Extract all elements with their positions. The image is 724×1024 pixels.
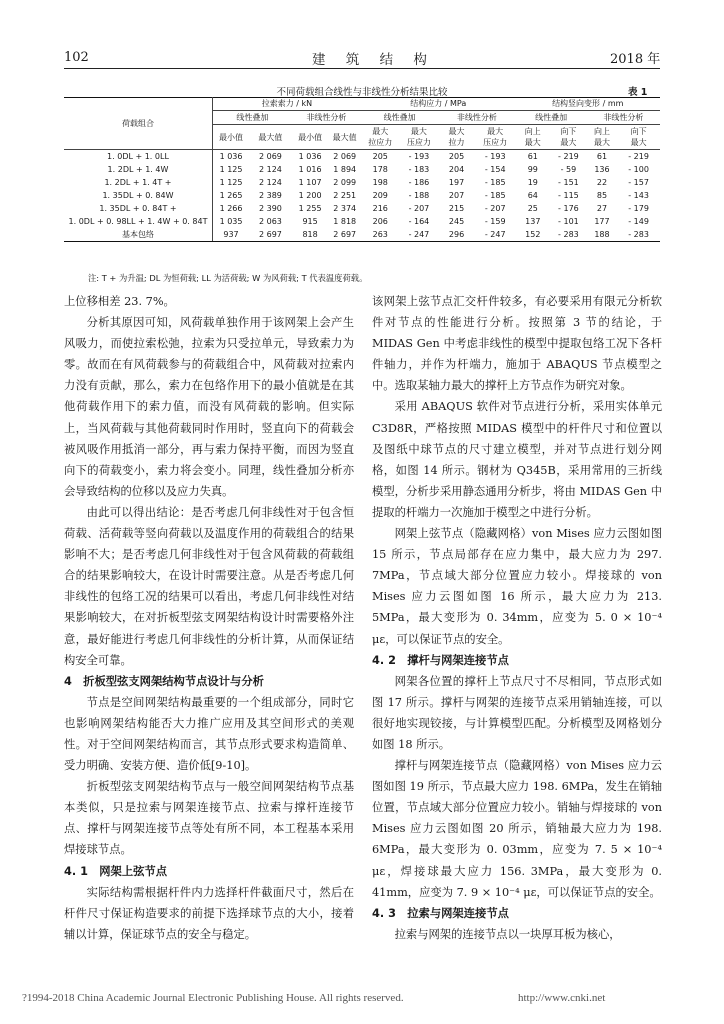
table-cell: 1 818 — [333, 217, 357, 226]
table-cell: 136 — [594, 165, 610, 174]
column-header: 向下 最大 — [550, 125, 587, 150]
section-heading: 4 折板型弦支网架结构节点设计与分析 — [64, 674, 264, 688]
table-cell: 204 — [448, 165, 465, 174]
paragraph: 撑杆与网架连接节点（隐藏网格）von Mises 应力云图如图 19 所示，节点最大应力 198. 6MPa，发生在销轴位置，节点域大部分位置应力较小。销轴与焊接球的 von Mises 应力云图如图 20 所示，销轴最大应力为 198. 6MPa，最大变形为 0. 03mm，应变为 7. 5 × 10⁻⁴ με，焊接球最大应力 156. 3MPa，最大变形为 0. 41mm，应变为 7. 9 × 10⁻⁴ με，可以保证节点的安全。 — [372, 759, 662, 899]
column-header: 最大 拉应力 — [361, 125, 400, 150]
table-cell: - 219 — [558, 152, 579, 161]
table-cell: 205 — [448, 152, 465, 161]
table-cell: 1 016 — [298, 165, 322, 174]
table-cell: - 176 — [558, 204, 579, 213]
table-cell: 99 — [527, 165, 538, 174]
table-cell: 2 389 — [258, 191, 282, 200]
table-cell: 245 — [448, 217, 465, 226]
table-cell: 2 124 — [258, 178, 282, 187]
table-row — [64, 189, 660, 202]
column-header: 最大值 — [328, 125, 361, 150]
table-cell: 205 — [372, 152, 388, 161]
table-cell: - 157 — [628, 178, 649, 187]
subgroup-header: 非线性分析 — [438, 111, 515, 125]
table-cell: 1 266 — [219, 204, 243, 213]
column-header: 最小值 — [292, 125, 329, 150]
results-table — [64, 97, 660, 242]
table-cell: 2 063 — [258, 217, 282, 226]
table-cell: 2 697 — [328, 228, 361, 242]
table-cell: - 101 — [558, 217, 579, 226]
table-cell: 209 — [372, 191, 388, 200]
table-cell: 2 251 — [333, 191, 357, 200]
table-cell: 27 — [596, 204, 608, 213]
section-heading: 4. 3 拉索与网架连接节点 — [372, 906, 509, 920]
row-label: 1. 2DL + 1. 4T + — [64, 176, 212, 189]
table-cell: 1 200 — [298, 191, 322, 200]
table-cell: 2 099 — [333, 178, 357, 187]
section-heading: 4. 1 网架上弦节点 — [64, 864, 168, 878]
table-cell: - 115 — [558, 191, 579, 200]
column-header: 向上 最大 — [587, 125, 618, 150]
table-cell: 2 069 — [258, 152, 282, 161]
table-cell: - 207 — [484, 204, 506, 213]
table-cell: 263 — [361, 228, 400, 242]
table-cell: 1 125 — [219, 165, 243, 174]
table-cell: 915 — [302, 217, 318, 226]
table-cell: - 154 — [484, 165, 506, 174]
table-row — [64, 150, 660, 164]
column-header: 最大 拉力 — [438, 125, 475, 150]
group-header: 结构竖向变形 / mm — [516, 98, 660, 111]
table-cell: 1 894 — [333, 165, 357, 174]
table-cell: - 193 — [408, 152, 430, 161]
left-column — [64, 291, 354, 945]
table-row — [64, 215, 660, 228]
table-cell: - 185 — [484, 191, 506, 200]
table-cell: 2 374 — [333, 204, 357, 213]
row-label: 1. 2DL + 1. 4W — [64, 163, 212, 176]
row-label: 1. 35DL + 0. 84W — [64, 189, 212, 202]
table-cell: - 159 — [484, 217, 506, 226]
paragraph: 节点是空间网架结构最重要的一个组成部分，同时它也影响网架结构能否大力推广应用及其空间形式的美观性。对于空间网架结构而言，其节点形式要求构造简单、受力明确、安装方便、造价低[9-10]。 — [64, 695, 354, 773]
table-cell: - 283 — [617, 228, 660, 242]
paragraph: 拉索与网架的连接节点以一块厚耳板为核心， — [394, 927, 621, 941]
group-header: 结构应力 / MPa — [361, 98, 516, 111]
row-label: 1. 0DL + 0. 98LL + 1. 4W + 0. 84T — [64, 215, 212, 228]
table-cell: 216 — [372, 204, 388, 213]
journal-title: 建 筑 结 构 — [312, 52, 435, 68]
subgroup-header: 线性叠加 — [516, 111, 587, 125]
table-row — [64, 228, 660, 242]
column-header: 最大 压应力 — [475, 125, 516, 150]
table-cell: - 186 — [408, 178, 430, 187]
table-cell: - 193 — [484, 152, 506, 161]
table-cell: 2 390 — [258, 204, 282, 213]
column-header: 最大值 — [249, 125, 292, 150]
table-cell: 1 107 — [298, 178, 322, 187]
paragraph: 采用 ABAQUS 软件对节点进行分析，采用实体单元 C3D8R，严格按照 MIDAS 模型中的杆件尺寸和位置以及图纸中球节点的尺寸建立模型，并对节点进行划分网格，如图 14 所示。钢材为 Q345B，采用常用的三折线模型，分析步采用静态通用分析步，将由 MIDAS Gen 中提取的杆端力一次施加于模型之中进行分析。 — [372, 400, 662, 519]
column-header: 最大 压应力 — [400, 125, 439, 150]
subgroup-header: 非线性分析 — [587, 111, 660, 125]
table-cell: - 219 — [628, 152, 649, 161]
table-cell: 937 — [212, 228, 249, 242]
table-cell: 198 — [372, 178, 388, 187]
table-cell: 137 — [525, 217, 541, 226]
table-cell: 818 — [292, 228, 329, 242]
subgroup-header: 线性叠加 — [361, 111, 438, 125]
table-cell: 85 — [596, 191, 608, 200]
table-row — [64, 163, 660, 176]
table-cell: 2 697 — [249, 228, 292, 242]
table-cell: - 247 — [475, 228, 516, 242]
table-cell: 207 — [448, 191, 465, 200]
table-cell: 25 — [527, 204, 538, 213]
table-cell: 61 — [596, 152, 608, 161]
paragraph: 折板型弦支网架结构节点与一般空间网架结构节点基本类似，只是拉索与网架连接节点、拉索与撑杆连接节点、撑杆与网架连接节点等处有所不同，本工程基本采用焊接球节点。 — [64, 780, 354, 857]
table-cell: 19 — [527, 178, 538, 187]
table-cell: - 188 — [408, 191, 430, 200]
year: 2018 年 — [610, 52, 661, 67]
table-cell: 1 036 — [219, 152, 243, 161]
table-cell: - 149 — [628, 217, 649, 226]
header-rule — [64, 68, 660, 69]
table-cell: 1 255 — [298, 204, 322, 213]
table-cell: - 164 — [408, 217, 430, 226]
table-cell: 22 — [596, 178, 608, 187]
table-cell: 296 — [438, 228, 475, 242]
row-header: 荷载组合 — [64, 98, 212, 150]
table-cell: - 143 — [628, 191, 649, 200]
table-cell: 215 — [448, 204, 465, 213]
right-column — [372, 291, 662, 945]
table-cell: 1 265 — [219, 191, 243, 200]
table-cell: - 247 — [400, 228, 439, 242]
table-cell: 1 035 — [219, 217, 243, 226]
table-cell: - 179 — [628, 204, 649, 213]
table-cell: 2 124 — [258, 165, 282, 174]
table-cell: - 283 — [550, 228, 587, 242]
table-cell: 188 — [587, 228, 618, 242]
table-cell: - 183 — [408, 165, 430, 174]
paragraph: 该网架上弦节点汇交杆件较多，有必要采用有限元分析软件对节点的性能进行分析。按照第 3 节的结论，于 MIDAS Gen 中考虑非线性的模型中提取包络工况下各杆件轴力，并作为杆端力，施加于 ABAQUS 节点模型之中。选取某轴力最大的撑杆上方节点作为研究对象。 — [372, 295, 662, 393]
table-cell: - 207 — [408, 204, 430, 213]
paragraph: 上位移相差 23. 7%。 — [64, 295, 175, 308]
table-cell: - 59 — [560, 165, 577, 174]
column-header: 向上 最大 — [516, 125, 551, 150]
table-cell: 1 125 — [219, 178, 243, 187]
row-label: 1. 0DL + 1. 0LL — [64, 150, 212, 164]
table-row — [64, 202, 660, 215]
paragraph: 网架各位置的撑杆上节点尺寸不尽相同，节点形式如图 17 所示。撑杆与网架的连接节点采用销轴连接，可以很好地实现铰接，与计算模型匹配。分析模型及网格划分如图 18 所示。 — [372, 674, 662, 751]
subgroup-header: 非线性分析 — [292, 111, 361, 125]
footer-url: http://www.cnki.net — [518, 992, 606, 1004]
column-header: 向下 最大 — [617, 125, 660, 150]
group-header: 拉索索力 / kN — [212, 98, 360, 111]
table-cell: 61 — [527, 152, 538, 161]
paragraph: 分析其原因可知，风荷载单独作用于该网架上会产生风吸力，而使拉索松弛，拉索为只受拉单元，导致索力为零。故而在有风荷载参与的荷载组合中，风荷载对拉索内力没有贡献，那么，索力在包络作用下的最小值就是在其他荷载作用下的索力值，而没有风荷载的影响。但实际上，当风荷载与其他荷载同时作用时，竖直向下的荷载会被风吸作用抵消一部分，再与索力保持平衡，而因为竖直向下的荷载变小，索力将会变小。同理，线性叠加分析亦会导致结构的位移以及应力失真。 — [64, 316, 354, 498]
paragraph: 网架上弦节点（隐藏网格）von Mises 应力云图如图 15 所示，节点局部存在应力集中，最大应力为 297. 7MPa，节点域大部分位置应力较小。焊接球的 von Mises 应力云图如图 16 所示，最大应力为 213. 5MPa，最大变形为 0. 34mm，应变为 5. 0 × 10⁻⁴ με，可以保证节点的安全。 — [372, 527, 662, 646]
table-cell: 177 — [594, 217, 610, 226]
paragraph: 由此可以得出结论：是否考虑几何非线性对于包含恒荷载、活荷载等竖向荷载以及温度作用的荷载组合的结果影响不大；是否考虑几何非线性对于包含风荷载的荷载组合的结果影响较大，在设计时需要注意。从是否考虑几何非线性的包络工况的结果可以看出，考虑几何非线性对结果影响较大，在对折板型弦支网架结构设计时需要格外注意，最好能进行考虑几何非线性的分析计算，从而保证结构安全可靠。 — [64, 505, 354, 667]
table-cell: 64 — [527, 191, 538, 200]
table-cell: 206 — [372, 217, 388, 226]
paragraph: 实际结构需根据杆件内力选择杆件截面尺寸，然后在杆件尺寸保证构造要求的前提下选择球节点的大小，接着辅以计算，保证球节点的安全与稳定。 — [64, 885, 354, 941]
page-number: 102 — [64, 50, 89, 65]
table-cell: 197 — [448, 178, 465, 187]
row-label: 基本包络 — [64, 228, 212, 242]
table-note: 注: T + 为升温; DL 为恒荷载; LL 为活荷载; W 为风荷载; T 代表温度荷载。 — [88, 273, 368, 283]
table-title: 不同荷载组合线性与非线性分析结果比较 — [276, 87, 448, 98]
table-cell: 1 036 — [298, 152, 322, 161]
column-header: 最小值 — [212, 125, 249, 150]
table-label: 表 1 — [628, 87, 648, 98]
table-cell: - 151 — [558, 178, 579, 187]
section-heading: 4. 2 撑杆与网架连接节点 — [372, 653, 509, 667]
table-cell: - 100 — [628, 165, 649, 174]
table-row — [64, 176, 660, 189]
table-cell: 152 — [516, 228, 551, 242]
subgroup-header: 线性叠加 — [212, 111, 291, 125]
row-label: 1. 35DL + 0. 84T + — [64, 202, 212, 215]
table-cell: - 185 — [484, 178, 506, 187]
table-cell: 178 — [372, 165, 388, 174]
copyright: ?1994-2018 China Academic Journal Electronic Publishing House. All rights reserved. — [22, 992, 404, 1004]
table-cell: 2 069 — [333, 152, 357, 161]
